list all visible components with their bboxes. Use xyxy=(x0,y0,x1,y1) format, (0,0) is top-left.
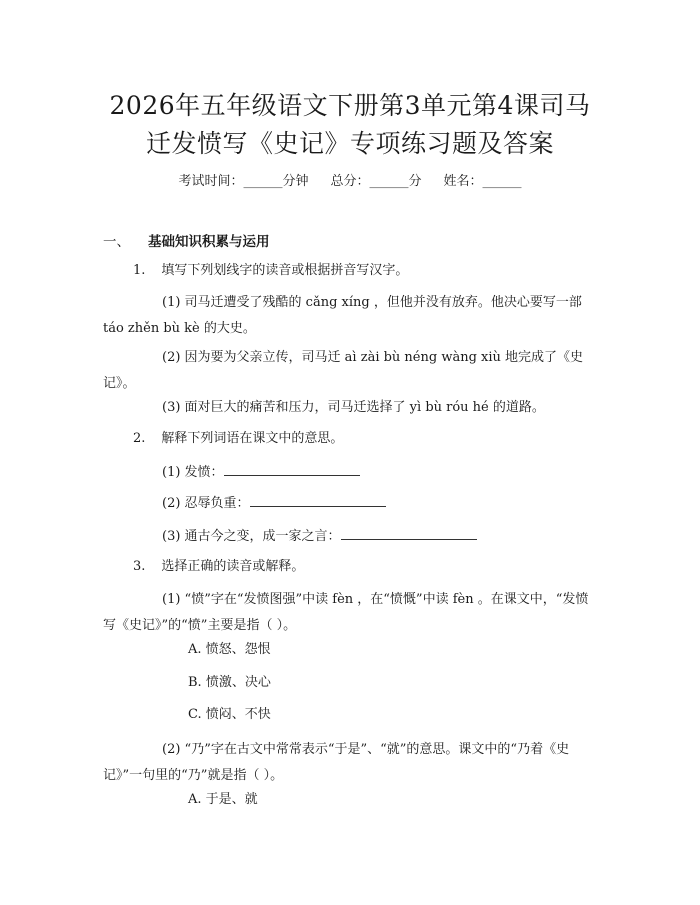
option-a[interactable]: A. 于是、就 xyxy=(188,792,258,807)
section-title: 基础知识积累与运用 xyxy=(148,234,270,250)
answer-line[interactable] xyxy=(224,463,360,476)
document-title-line-2: 迁发愤写《史记》专项练习题及答案 xyxy=(145,129,554,158)
question-number: 3. xyxy=(133,559,146,574)
section-heading xyxy=(103,230,270,250)
question-2-item-2 xyxy=(103,491,598,517)
question-3 xyxy=(133,554,304,580)
question-3-item-2: (2) “乃”字在古文中常常表示“于是”、“就”的意思。课文中的“乃着《史记》”一句里的“乃”就是指（ ）。 xyxy=(103,742,570,783)
document-title-line-1: 2026年五年级语文下册第3单元第4课司马 xyxy=(109,91,591,120)
question-2-item-1 xyxy=(103,460,598,486)
item-label: (1) 发愤： xyxy=(162,465,224,480)
exam-time: 考试时间：______分钟 xyxy=(178,174,309,189)
option-a[interactable]: A. 愤怒、怨恨 xyxy=(188,642,271,657)
question-3-item-1: (1) “愤”字在“发愤图强”中读 fèn ，在“愤慨”中读 fèn 。在课文中，“发愤写《史记》”的“愤”主要是指（ ）。 xyxy=(103,592,589,633)
question-text: 填写下列划线字的读音或根据拼音写汉字。 xyxy=(161,263,409,278)
question-number: 1. xyxy=(133,263,146,278)
question-2-item-3 xyxy=(103,524,598,550)
question-number: 2. xyxy=(133,431,146,446)
item-label: (3) 通古今之变，成一家之言： xyxy=(162,529,341,544)
answer-line[interactable] xyxy=(341,527,477,540)
answer-line[interactable] xyxy=(250,494,386,507)
option-b[interactable]: B. 愤激、决心 xyxy=(188,675,271,690)
item-label: (2) 忍辱负重： xyxy=(162,496,250,511)
student-name: 姓名：______ xyxy=(443,174,522,189)
option-c[interactable]: C. 愤闷、不快 xyxy=(188,707,271,722)
question-1 xyxy=(133,258,408,284)
exam-info xyxy=(0,170,700,189)
section-number: 一、 xyxy=(103,234,130,250)
question-2 xyxy=(133,426,343,452)
question-1-item-3: (3) 面对巨大的痛苦和压力，司马迁选择了 yì bù róu hé 的道路。 xyxy=(162,400,545,415)
total-score: 总分：______分 xyxy=(330,174,422,189)
question-text: 解释下列词语在课文中的意思。 xyxy=(161,431,344,446)
question-text: 选择正确的读音或解释。 xyxy=(161,559,305,574)
question-1-item-1: (1) 司马迁遭受了残酷的 cǎng xíng ，但他并没有放弃。他决心要写一部 táo zhěn bù kè 的大史。 xyxy=(103,295,582,336)
question-1-item-2: (2) 因为要为父亲立传，司马迁 aì zài bù néng wàng xiù 地完成了《史记》。 xyxy=(103,350,584,391)
